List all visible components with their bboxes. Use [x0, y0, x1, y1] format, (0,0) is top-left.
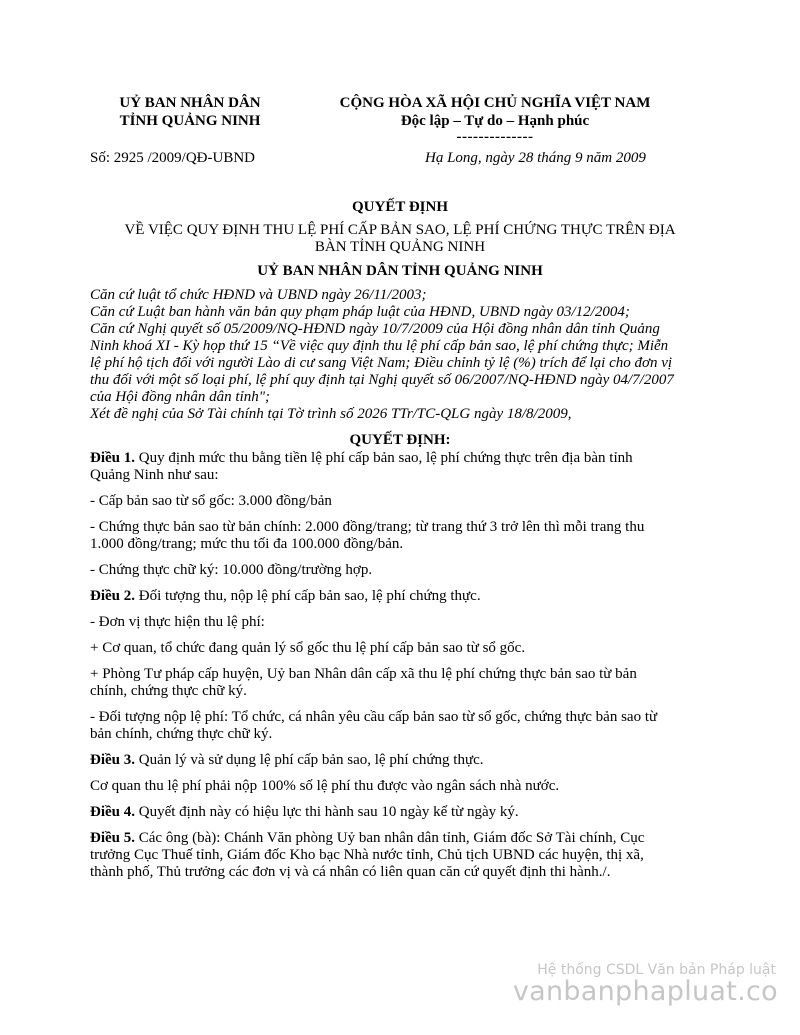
- national-motto: [295, 94, 695, 144]
- paragraph-line: bản chính, chứng thực chữ ký.: [90, 726, 273, 742]
- paragraph-line: + Phòng Tư pháp cấp huyện, Uỷ ban Nhân dân cấp xã thu lệ phí chứng thực bản sao từ bản: [90, 666, 637, 682]
- article-text: Quản lý và sử dụng lệ phí cấp bản sao, lệ phí chứng thực.: [135, 752, 484, 768]
- article-1: [90, 450, 710, 484]
- article-text: Quảng Ninh như sau:: [90, 467, 219, 483]
- article-4: [90, 804, 710, 821]
- issuer-heading: UỶ BAN NHÂN DÂN TỈNH QUẢNG NINH: [257, 263, 543, 279]
- subtitle-line-1: VỀ VIỆC QUY ĐỊNH THU LỆ PHÍ CẤP BẢN SAO, LỆ PHÍ CHỨNG THỰC TRÊN ĐỊA: [124, 222, 676, 238]
- basis-line: Ninh khoá XI - Kỳ họp thứ 15 “Về việc quy định thu lệ phí cấp bản sao, lệ phí chứng thực; Miễn: [90, 338, 669, 354]
- basis-line: lệ phí hộ tịch đối với người Lào di cư sang Việt Nam; Điều chỉnh tỷ lệ (%) trích để lại cho đơn vị: [90, 355, 673, 371]
- paragraph: [90, 666, 710, 700]
- article-5: [90, 830, 710, 881]
- paragraph: - Đơn vị thực hiện thu lệ phí:: [90, 614, 265, 630]
- article-text: Đối tượng thu, nộp lệ phí cấp bản sao, lệ phí chứng thực.: [135, 588, 481, 604]
- country-name: CỘNG HÒA XÃ HỘI CHỦ NGHĨA VIỆT NAM: [339, 95, 651, 111]
- basis-line: Xét đề nghị của Sở Tài chính tại Tờ trình số 2026 TTr/TC-QLG ngày 18/8/2009,: [90, 406, 572, 422]
- paragraph: [90, 519, 710, 553]
- article-text: Quy định mức thu bằng tiền lệ phí cấp bản sao, lệ phí chứng thực trên địa bàn tỉnh: [135, 450, 633, 466]
- paragraph: - Chứng thực chữ ký: 10.000 đồng/trường hợp.: [90, 562, 373, 578]
- document-date: Hạ Long, ngày 28 tháng 9 năm 2009: [425, 150, 646, 166]
- article-label: Điều 4.: [90, 804, 135, 820]
- article-3: [90, 752, 710, 769]
- document-header: [90, 94, 710, 180]
- article-text: trưởng Cục Thuế tỉnh, Giám đốc Kho bạc Nhà nước tỉnh, Chủ tịch UBND các huyện, thị xã,: [90, 847, 644, 863]
- article-text: Các ông (bà): Chánh Văn phòng Uỷ ban nhân dân tỉnh, Giám đốc Sở Tài chính, Cục: [135, 830, 645, 846]
- document-body: [90, 450, 710, 881]
- paragraph: Cơ quan thu lệ phí phải nộp 100% số lệ phí thu được vào ngân sách nhà nước.: [90, 778, 560, 794]
- article-label: Điều 2.: [90, 588, 135, 604]
- article-label: Điều 5.: [90, 830, 135, 846]
- motto: Độc lập – Tự do – Hạnh phúc: [400, 113, 590, 129]
- paragraph-line: - Chứng thực bản sao từ bản chính: 2.000 đồng/trang; từ trang thứ 3 trở lên thì mỗi trang thu: [90, 519, 645, 535]
- issuing-authority: [90, 94, 290, 130]
- paragraph: + Cơ quan, tổ chức đang quản lý sổ gốc thu lệ phí cấp bản sao từ sổ gốc.: [90, 640, 526, 656]
- authority-line-1: UỶ BAN NHÂN DÂN: [119, 95, 261, 111]
- basis-line: thu đối với một số loại phí, lệ phí quy định tại Nghị quyết số 06/2007/NQ-HĐND ngày 04/7/2007: [90, 372, 674, 388]
- subtitle-line-2: BÀN TỈNH QUẢNG NINH: [314, 239, 486, 255]
- paragraph-line: - Đối tượng nộp lệ phí: Tổ chức, cá nhân yêu cầu cấp bản sao từ sổ gốc, chứng thực bản sao từ: [90, 709, 658, 725]
- motto-rule: --------------: [456, 129, 534, 145]
- article-label: Điều 3.: [90, 752, 135, 768]
- article-text: thành phố, Thủ trưởng các đơn vị và cá nhân có liên quan căn cứ quyết định thi hành./.: [90, 864, 611, 880]
- basis-line: Căn cứ Nghị quyết số 05/2009/NQ-HĐND ngày 10/7/2009 của Hội đồng nhân dân tỉnh Quảng: [90, 321, 660, 337]
- watermark-site: vanbanphapluat.co: [512, 976, 778, 1007]
- paragraph: [90, 709, 710, 743]
- document-subtitle: [90, 222, 710, 256]
- document-page: [90, 94, 710, 890]
- document-number: Số: 2925 /2009/QĐ-UBND: [90, 150, 256, 166]
- document-title: QUYẾT ĐỊNH: [352, 199, 448, 215]
- article-text: Quyết định này có hiệu lực thi hành sau 10 ngày kể từ ngày ký.: [135, 804, 519, 820]
- article-2: [90, 588, 710, 605]
- paragraph-line: 1.000 đồng/trang; mức thu tối đa 100.000 đồng/bản.: [90, 536, 404, 552]
- paragraph: - Cấp bản sao từ sổ gốc: 3.000 đồng/bản: [90, 493, 332, 509]
- basis-line: của Hội đồng nhân dân tỉnh";: [90, 389, 271, 405]
- basis-line: Căn cứ Luật ban hành văn bản quy phạm pháp luật của HĐND, UBND ngày 03/12/2004;: [90, 304, 630, 320]
- basis-line: Căn cứ luật tổ chức HĐND và UBND ngày 26/11/2003;: [90, 287, 427, 303]
- authority-line-2: TỈNH QUẢNG NINH: [119, 113, 261, 129]
- paragraph-line: chính, chứng thực chữ ký.: [90, 683, 247, 699]
- watermark-caption: Hệ thống CSDL Văn bản Pháp luật: [537, 962, 776, 978]
- decision-heading: QUYẾT ĐỊNH:: [349, 432, 451, 448]
- legal-basis: [90, 287, 710, 423]
- article-label: Điều 1.: [90, 450, 135, 466]
